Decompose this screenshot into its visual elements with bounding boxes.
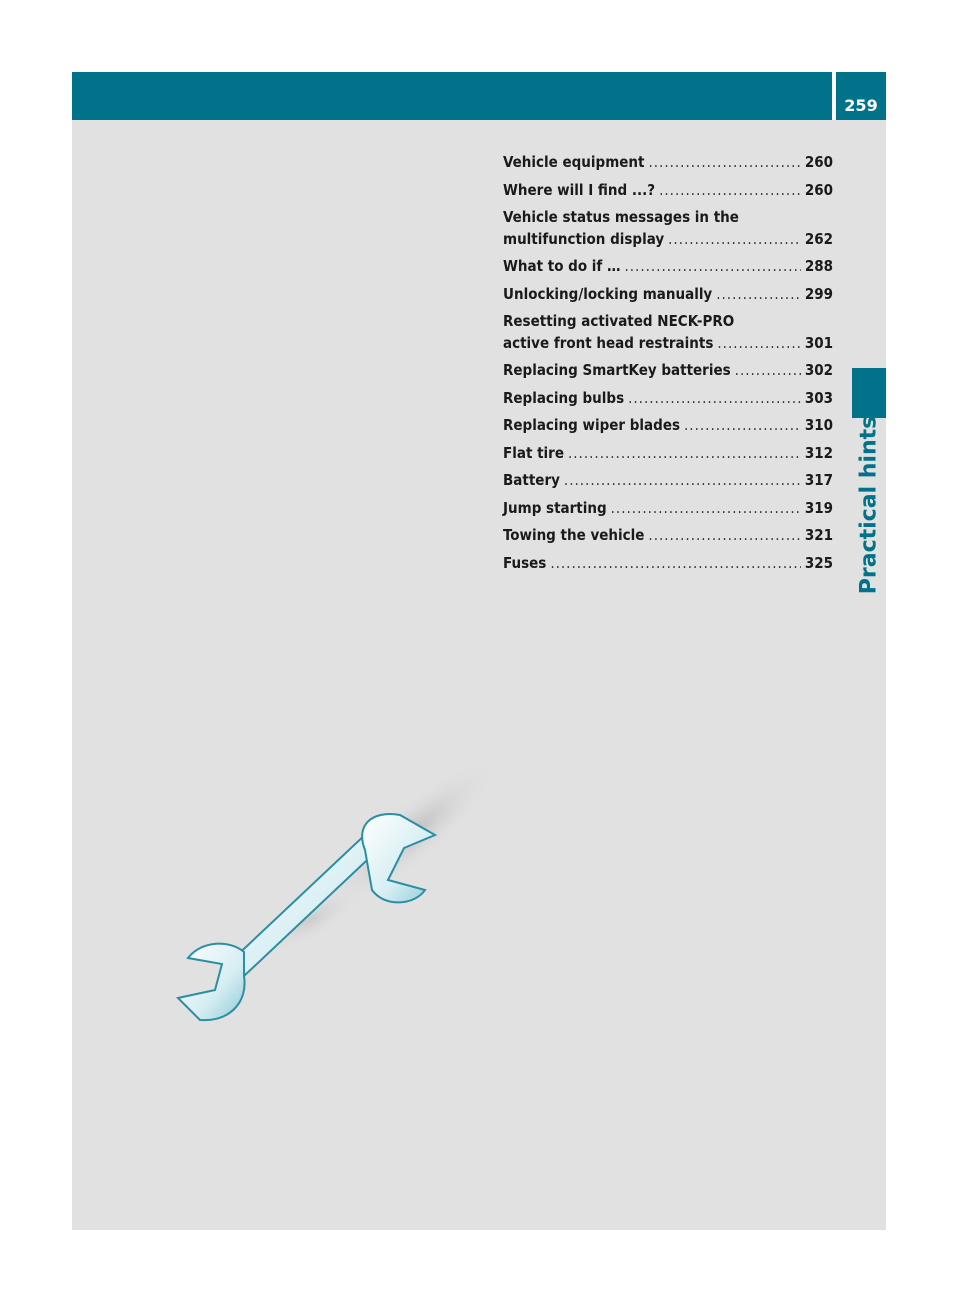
toc-leader-dots [568, 443, 801, 465]
toc-entry[interactable] [503, 311, 833, 354]
toc-entry[interactable] [503, 207, 833, 250]
page-number: 259 [844, 96, 878, 115]
toc-entry[interactable] [503, 388, 833, 410]
toc-line [503, 415, 833, 437]
toc-leader-dots [668, 229, 801, 251]
toc-entry-title: active front head restraints [503, 333, 714, 352]
toc-line [503, 388, 833, 410]
toc-entry-title: Vehicle status messages in the [503, 208, 739, 226]
toc-leader-dots [648, 152, 800, 174]
header-bar [72, 72, 832, 120]
toc-entry-page: 299 [804, 284, 833, 303]
toc-leader-dots [716, 284, 801, 306]
toc-line [503, 498, 833, 520]
toc-entry-title: Replacing bulbs [503, 388, 625, 407]
toc-entry[interactable] [503, 443, 833, 465]
toc-leader-dots [611, 498, 801, 520]
toc-entry-title: Resetting activated NECK-PRO [503, 312, 735, 330]
toc-leader-dots [735, 360, 801, 382]
toc-entry-page: 312 [804, 443, 833, 462]
toc-entry-page: 262 [804, 229, 833, 248]
toc-entry-title: What to do if … [503, 257, 621, 275]
toc-entry-page: 260 [804, 153, 833, 171]
toc-entry[interactable] [503, 360, 833, 382]
toc-entry-title: Battery [503, 471, 560, 489]
toc-entry[interactable] [503, 470, 833, 492]
toc-line [503, 333, 833, 355]
toc-leader-dots [717, 333, 800, 355]
toc-entry[interactable] [503, 415, 833, 437]
toc-entry[interactable] [503, 525, 833, 547]
toc-leader-dots [550, 553, 801, 575]
toc-line [503, 553, 833, 575]
toc-entry-page: 302 [804, 361, 833, 379]
toc-line [503, 311, 833, 333]
toc-line [503, 360, 833, 382]
toc-line [503, 207, 833, 229]
toc-leader-dots [628, 388, 801, 410]
toc-entry-page: 260 [804, 180, 833, 199]
toc-entry-title: Unlocking/locking manually [503, 284, 713, 303]
toc-entry-title: Flat tire [503, 443, 564, 462]
toc-entry-title: Jump starting [503, 498, 607, 517]
toc-entry[interactable] [503, 152, 833, 174]
toc-line [503, 229, 833, 251]
toc-line [503, 256, 833, 278]
toc-entry-page: 288 [804, 257, 833, 275]
toc-entry[interactable] [503, 256, 833, 278]
toc-line [503, 443, 833, 465]
toc-entry-title: multifunction display [503, 229, 665, 248]
section-label-text: Practical hints [856, 415, 882, 595]
toc-entry[interactable] [503, 553, 833, 575]
toc-entry-title: Replacing wiper blades [503, 416, 681, 434]
toc-line [503, 284, 833, 306]
wrench-icon [160, 740, 540, 1040]
toc-entry-page: 321 [804, 526, 833, 544]
toc-entry-page: 325 [804, 553, 833, 572]
toc-leader-dots [564, 470, 801, 492]
toc-leader-dots [624, 256, 800, 278]
toc-entry-title: Towing the vehicle [503, 526, 645, 544]
toc-leader-dots [648, 525, 800, 547]
toc-entry-page: 301 [804, 333, 833, 352]
toc-line [503, 180, 833, 202]
toc-entry-page: 319 [804, 498, 833, 517]
toc-entry-page: 317 [804, 471, 833, 489]
section-label [852, 415, 886, 595]
toc-entry-title: Vehicle equipment [503, 153, 645, 171]
toc-entry[interactable] [503, 284, 833, 306]
toc-entry[interactable] [503, 180, 833, 202]
toc-entry-title: Replacing SmartKey batteries [503, 361, 731, 379]
toc-entry-page: 310 [804, 416, 833, 434]
toc-entry-title: Fuses [503, 553, 547, 572]
toc-line [503, 470, 833, 492]
toc-line [503, 525, 833, 547]
toc-entry[interactable] [503, 498, 833, 520]
toc-line [503, 152, 833, 174]
section-tab [852, 368, 886, 418]
toc-leader-dots [659, 180, 801, 202]
table-of-contents [503, 152, 833, 580]
toc-leader-dots [684, 415, 801, 437]
toc-entry-title: Where will I find ...? [503, 180, 656, 199]
toc-entry-page: 303 [804, 388, 833, 407]
